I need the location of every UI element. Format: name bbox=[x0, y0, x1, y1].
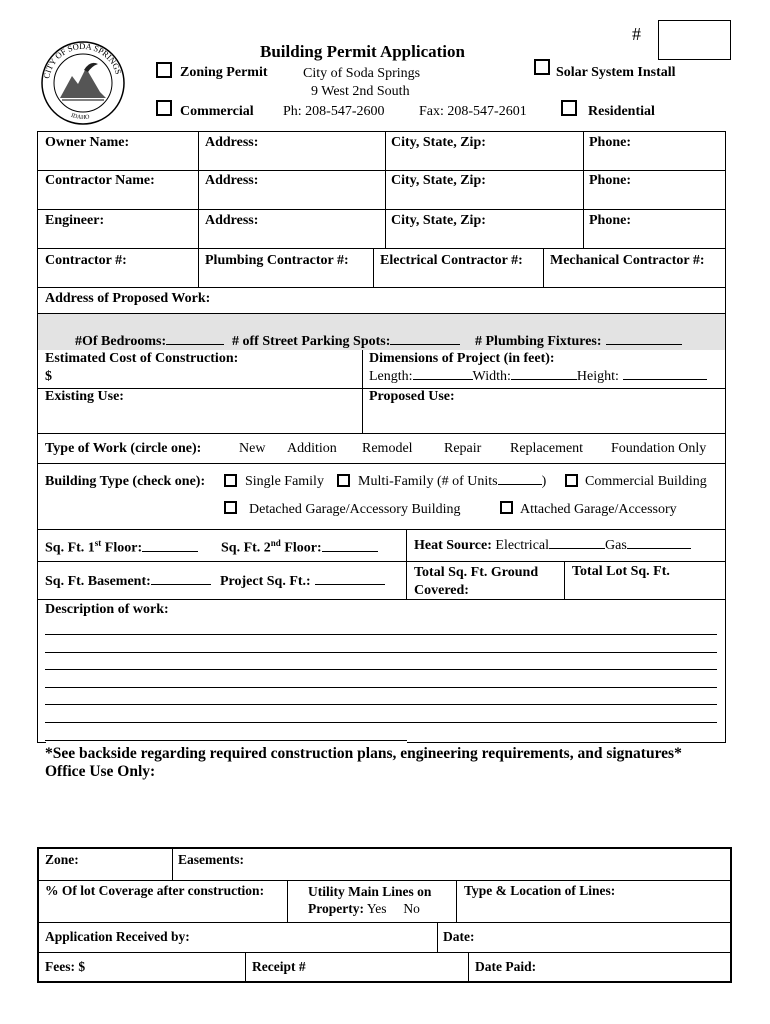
contractor-number-label: Contractor #: bbox=[45, 253, 127, 268]
electrical-contractor-label: Electrical Contractor #: bbox=[380, 253, 523, 268]
application-received-label: Application Received by: bbox=[45, 929, 190, 944]
work-type-foundation[interactable]: Foundation Only bbox=[611, 441, 707, 456]
parking-label: # off Street Parking Spots: bbox=[232, 334, 460, 350]
work-type-addition[interactable]: Addition bbox=[287, 441, 337, 456]
estimated-cost-label: Estimated Cost of Construction: bbox=[45, 351, 239, 366]
first-floor-label: Sq. Ft. 1st Floor: bbox=[45, 538, 198, 557]
engineer-phone-input[interactable] bbox=[588, 230, 726, 248]
existing-use-input[interactable] bbox=[44, 408, 360, 430]
second-floor-label: Sq. Ft. 2nd Floor: bbox=[221, 538, 378, 557]
bedrooms-label: #Of Bedrooms: bbox=[75, 334, 224, 350]
commercial-checkbox[interactable] bbox=[156, 100, 172, 116]
fees-label: Fees: $ bbox=[45, 959, 86, 974]
description-label: Description of work: bbox=[45, 602, 169, 617]
zoning-permit-label: Zoning Permit bbox=[180, 65, 268, 80]
owner-name-label: Owner Name: bbox=[45, 135, 130, 150]
attached-garage-label: Attached Garage/Accessory bbox=[520, 502, 677, 517]
owner-city-input[interactable] bbox=[390, 152, 584, 170]
width-label: Width: bbox=[472, 369, 511, 384]
work-type-repair[interactable]: Repair bbox=[444, 441, 482, 456]
receipt-label: Receipt # bbox=[252, 959, 306, 974]
contractor-phone-label: Phone: bbox=[589, 173, 631, 188]
basement-label: Sq. Ft. Basement: bbox=[45, 574, 211, 590]
attached-garage-checkbox[interactable] bbox=[500, 501, 513, 514]
svg-text:CITY OF SODA SPRINGS: CITY OF SODA SPRINGS bbox=[41, 40, 124, 80]
owner-phone-input[interactable] bbox=[588, 152, 726, 170]
contractor-name-label: Contractor Name: bbox=[45, 173, 155, 188]
owner-phone-label: Phone: bbox=[589, 135, 631, 150]
residential-checkbox[interactable] bbox=[561, 100, 577, 116]
plumbing-contractor-input[interactable] bbox=[204, 269, 374, 287]
office-phone: Ph: 208-547-2600 bbox=[283, 104, 385, 119]
electrical-contractor-input[interactable] bbox=[379, 269, 543, 287]
detached-garage-label: Detached Garage/Accessory Building bbox=[249, 502, 461, 517]
permit-number-hash: # bbox=[632, 24, 641, 44]
multi-family-label: Multi-Family (# of Units ) bbox=[358, 474, 547, 489]
commercial-building-checkbox[interactable] bbox=[565, 474, 578, 487]
contractor-number-input[interactable] bbox=[44, 269, 198, 287]
single-family-checkbox[interactable] bbox=[224, 474, 237, 487]
permit-number-field[interactable] bbox=[658, 20, 731, 60]
existing-use-label: Existing Use: bbox=[45, 389, 124, 404]
proposed-use-label: Proposed Use: bbox=[369, 389, 455, 404]
coverage-label: % Of lot Coverage after construction: bbox=[45, 883, 265, 898]
svg-text:IDAHO: IDAHO bbox=[69, 112, 91, 122]
dimensions-label: Dimensions of Project (in feet): bbox=[369, 351, 555, 366]
estimated-cost-input[interactable] bbox=[58, 369, 360, 388]
contractor-phone-input[interactable] bbox=[588, 191, 726, 209]
building-type-label: Building Type (check one): bbox=[45, 474, 206, 489]
contractor-address-label: Address: bbox=[205, 173, 259, 188]
dimensions-row bbox=[369, 369, 707, 385]
zoning-permit-checkbox[interactable] bbox=[156, 62, 172, 78]
ground-covered-label: Total Sq. Ft. Ground Covered: bbox=[414, 565, 539, 598]
engineer-address-input[interactable] bbox=[204, 230, 386, 248]
proposed-use-input[interactable] bbox=[368, 408, 724, 430]
owner-address-input[interactable] bbox=[204, 152, 386, 170]
multi-family-checkbox[interactable] bbox=[337, 474, 350, 487]
work-type-label: Type of Work (circle one): bbox=[45, 441, 202, 456]
contractor-city-input[interactable] bbox=[390, 191, 584, 209]
backside-notice: *See backside regarding required construction plans, engineering requirements, and signatures* bbox=[45, 745, 682, 762]
received-date-label: Date: bbox=[443, 929, 475, 944]
commercial-label: Commercial bbox=[180, 104, 254, 119]
contractor-city-label: City, State, Zip: bbox=[391, 173, 486, 188]
zone-label: Zone: bbox=[45, 852, 79, 867]
height-label: Height: bbox=[576, 369, 619, 384]
utility-lines-label: Utility Main Lines on Property: Yes No bbox=[308, 884, 432, 916]
office-fax: Fax: 208-547-2601 bbox=[419, 104, 527, 119]
work-type-replacement[interactable]: Replacement bbox=[510, 441, 584, 456]
plumbing-fixtures-label: # Plumbing Fixtures: bbox=[475, 334, 682, 350]
engineer-input[interactable] bbox=[44, 230, 198, 248]
contractor-address-input[interactable] bbox=[204, 191, 386, 209]
solar-install-label: Solar System Install bbox=[556, 65, 676, 80]
commercial-building-label: Commercial Building bbox=[585, 474, 707, 489]
engineer-city-label: City, State, Zip: bbox=[391, 213, 486, 228]
single-family-label: Single Family bbox=[245, 474, 324, 489]
mechanical-contractor-input[interactable] bbox=[549, 269, 725, 287]
cost-currency: $ bbox=[45, 369, 52, 384]
total-lot-label: Total Lot Sq. Ft. bbox=[572, 564, 670, 579]
length-label: Length: bbox=[369, 369, 413, 384]
owner-address-label: Address: bbox=[205, 135, 259, 150]
proposed-work-address-input[interactable] bbox=[232, 291, 724, 311]
engineer-phone-label: Phone: bbox=[589, 213, 631, 228]
proposed-work-address-label: Address of Proposed Work: bbox=[45, 291, 211, 306]
plumbing-contractor-label: Plumbing Contractor #: bbox=[205, 253, 349, 268]
heat-source-label: Heat Source: Electrical Gas bbox=[414, 538, 691, 554]
description-textarea[interactable] bbox=[44, 620, 724, 742]
office-name: City of Soda Springs bbox=[303, 66, 421, 81]
owner-city-label: City, State, Zip: bbox=[391, 135, 486, 150]
office-use-heading: Office Use Only: bbox=[45, 763, 156, 780]
form-title: Building Permit Application bbox=[260, 42, 465, 61]
office-address: 9 West 2nd South bbox=[311, 84, 410, 99]
easements-label: Easements: bbox=[178, 852, 244, 867]
work-type-new[interactable]: New bbox=[239, 441, 266, 456]
engineer-label: Engineer: bbox=[45, 213, 105, 228]
detached-garage-checkbox[interactable] bbox=[224, 501, 237, 514]
engineer-address-label: Address: bbox=[205, 213, 259, 228]
mechanical-contractor-label: Mechanical Contractor #: bbox=[550, 253, 705, 268]
solar-install-checkbox[interactable] bbox=[534, 59, 550, 75]
work-type-remodel[interactable]: Remodel bbox=[362, 441, 413, 456]
city-seal-logo bbox=[40, 40, 126, 126]
date-paid-label: Date Paid: bbox=[475, 959, 537, 974]
line-type-location-label: Type & Location of Lines: bbox=[464, 883, 616, 898]
engineer-city-input[interactable] bbox=[390, 230, 584, 248]
owner-name-input[interactable] bbox=[44, 152, 198, 170]
project-sqft-label: Project Sq. Ft.: bbox=[220, 574, 385, 590]
contractor-name-input[interactable] bbox=[44, 191, 198, 209]
residential-label: Residential bbox=[588, 104, 655, 119]
